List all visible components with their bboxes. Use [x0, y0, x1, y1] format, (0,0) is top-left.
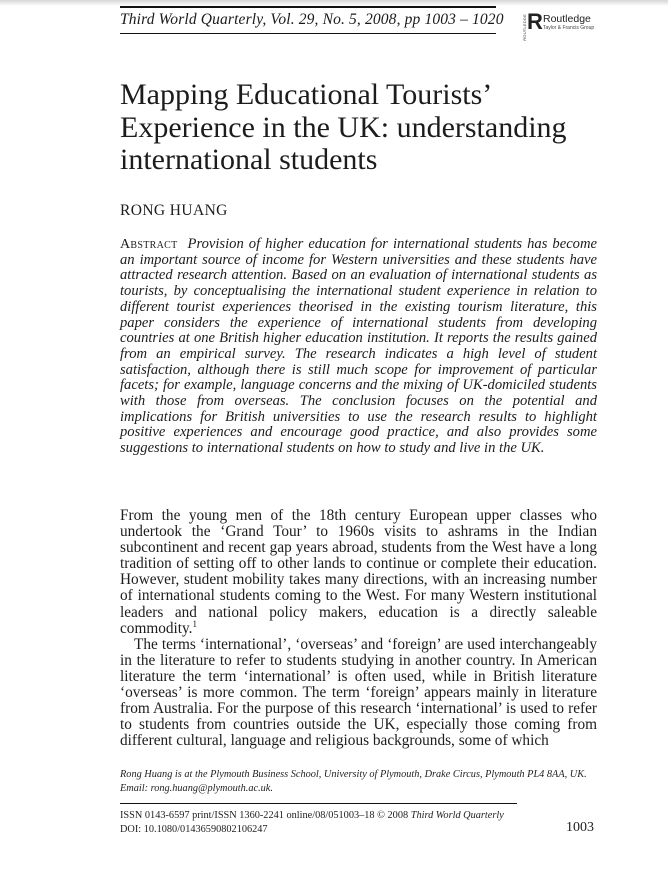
- footer-journal-name: Third World Quarterly: [410, 810, 504, 821]
- abstract-text: Provision of higher education for international students has become an important source of income for Western universities and these students have attracted research attention. Based on an evaluation of international students as tourists, by conceptualising the international student experience in relation to different tourist experiences theorised in the existing tourism literature, this paper considers the experience of international students from developing countries at one British higher education institution. It reports the results gained from an empirical survey. The research indicates a high level of student satisfaction, although there is still much scope for improvement of particular facets; for example, language concerns and the mixing of UK-domiciled students with those from overseas. The conclusion focuses on the potential and implications for British universities to use the research results to highlight positive experiences and encourage good practice, and also provides some suggestions to international students on how to study and live in the UK.: [120, 236, 597, 457]
- publisher-name: Routledge: [543, 13, 591, 25]
- page-number: 1003: [566, 820, 594, 835]
- running-head-bottom-rule: [120, 33, 496, 34]
- abstract: [120, 237, 597, 457]
- footer-rule: [120, 803, 517, 804]
- abstract-label: Abstract: [120, 237, 178, 252]
- author-affiliation: Rong Huang is at the Plymouth Business School, University of Plymouth, Drake Circus, Plymouth PL4 8AA, UK. Email: rong.huang@plymouth.ac.uk.: [120, 769, 587, 794]
- article-title: Mapping Educational Tourists’ Experience in the UK: understanding international students: [120, 78, 567, 176]
- publication-footer: [120, 809, 597, 837]
- article-author: RONG HUANG: [120, 202, 228, 219]
- publisher-group: Taylor & Francis Group: [543, 25, 595, 31]
- footnote-reference[interactable]: 1: [192, 618, 198, 629]
- article-body: [120, 508, 597, 749]
- body-paragraph: From the young men of the 18th century European upper classes who undertook the ‘Grand Tour’ to 1960s visits to ashrams in the Indian subcontinent and recent gap years abroad, students from the West have a long tradition of setting off to other lands to continue or complete their education. However, student mobility takes many directions, with an increasing number of international students coming to the West. For many Western institutional leaders and national policy makers, education is a directly saleable commodity.$^1$: [120, 507, 597, 637]
- running-head: [120, 6, 504, 34]
- body-paragraph: The terms ‘international’, ‘overseas’ and ‘foreign’ are used interchangeably in the literature to refer to students studying in another country. In American literature the term ‘international’ is often used, while in British literature ‘overseas’ is more common. The term ‘foreign’ appears mainly in literature from Australia. For the purpose of this research ‘international’ is used to refer to students from countries outside the UK, especially those coming from different cultural, language and religious backgrounds, some of which: [120, 635, 597, 750]
- journal-citation: Third World Quarterly, Vol. 29, No. 5, 2008, pp 1003 – 1020: [120, 11, 504, 28]
- routledge-r-icon: ROUTLEDGE R: [522, 9, 543, 41]
- doi-line[interactable]: DOI: 10.1080/01436590802106247: [120, 824, 268, 835]
- issn-line: ISSN 0143-6597 print/ISSN 1360-2241 online/08/051003–18 © 2008 Third World Quarterly: [120, 810, 504, 821]
- routledge-logo: [522, 9, 595, 41]
